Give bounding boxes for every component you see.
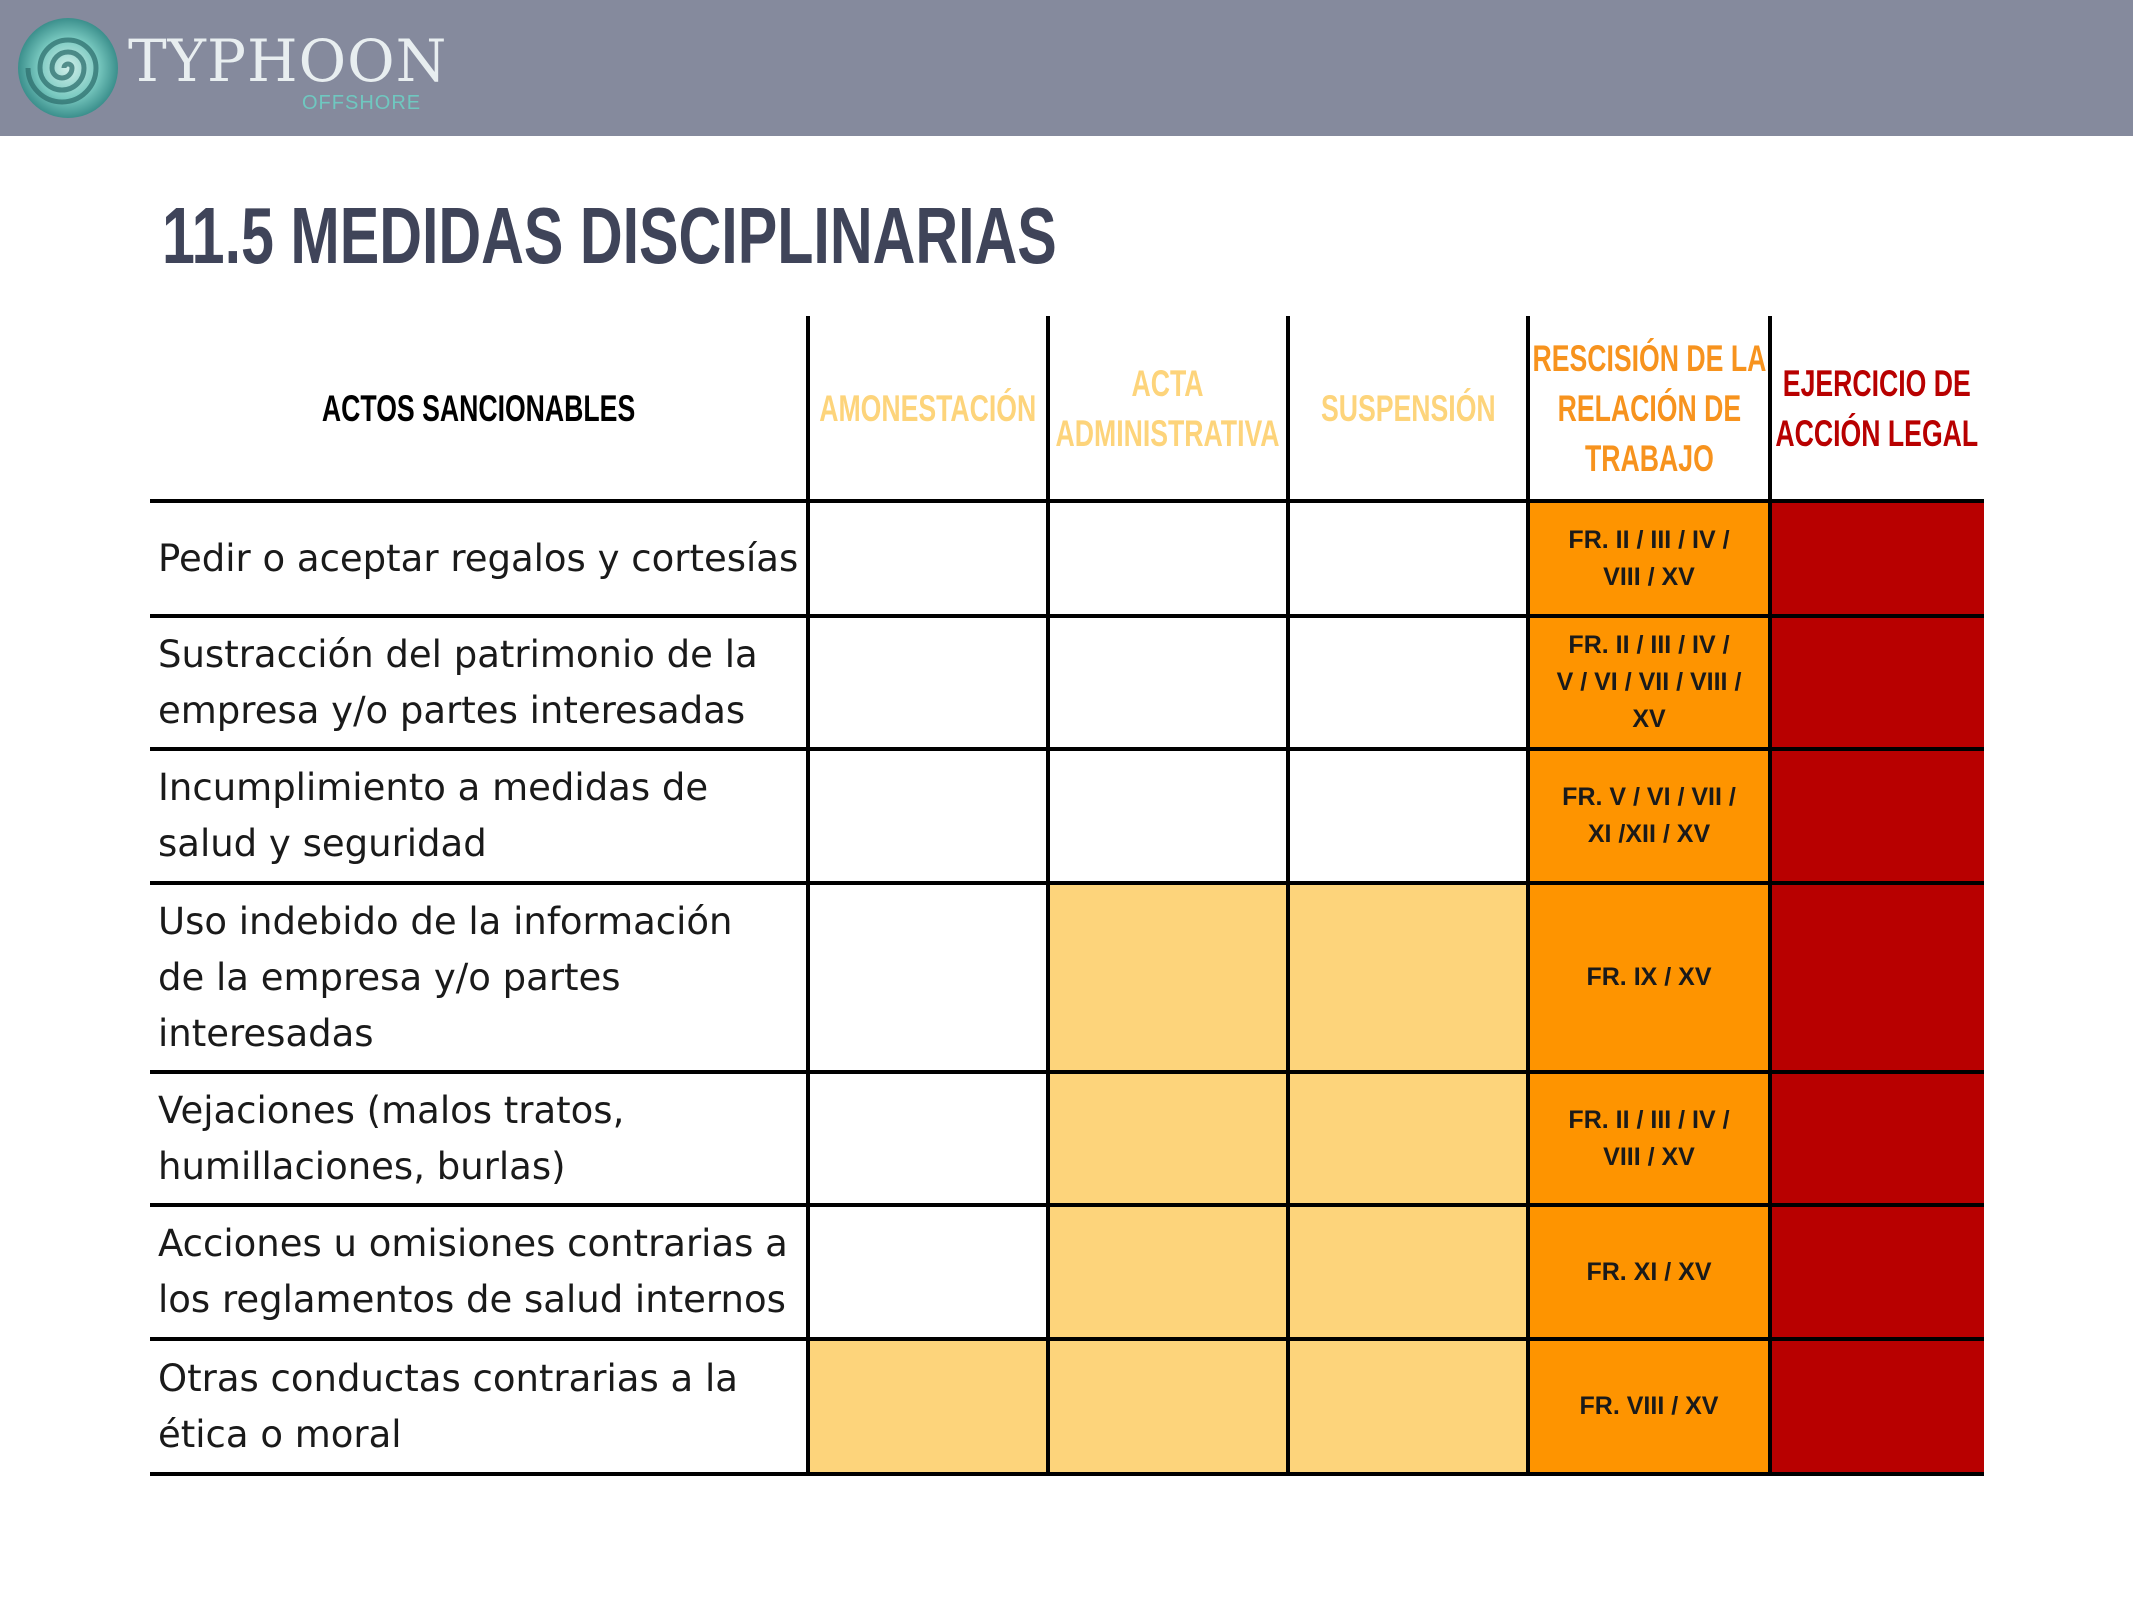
legal-action-cell: [1770, 749, 1984, 883]
legal-action-cell: [1770, 883, 1984, 1072]
row-label-line: salud y seguridad: [158, 822, 487, 865]
column-divider: [1768, 316, 1772, 1474]
measure-cell: [1048, 616, 1288, 749]
column-header-line: SUSPENSIÓN: [1320, 387, 1496, 429]
row-divider: [150, 881, 1984, 885]
rescission-fractions: [1562, 779, 1736, 853]
column-divider: [1046, 316, 1050, 1474]
rescission-fractions: [1557, 627, 1742, 738]
column-header-label: [819, 384, 1036, 434]
rescission-fractions: [1586, 959, 1711, 996]
rescission-cell: [1528, 501, 1770, 616]
column-divider: [1526, 316, 1530, 1474]
legal-action-cell: [1770, 1339, 1984, 1474]
fraction-line: VIII / XV: [1603, 562, 1695, 591]
rescission-cell: [1528, 1205, 1770, 1339]
legal-action-cell: [1770, 616, 1984, 749]
rescission-fractions: [1568, 1102, 1729, 1176]
row-divider: [150, 1070, 1984, 1074]
measure-cell: [1048, 749, 1288, 883]
row-label-text: [158, 627, 758, 739]
fraction-line: FR. VIII / XV: [1579, 1392, 1719, 1420]
row-label-text: [158, 531, 798, 587]
column-header-line: AMONESTACIÓN: [819, 387, 1037, 429]
legal-action-cell: [1770, 501, 1984, 616]
row-label-line: humillaciones, burlas): [158, 1144, 566, 1188]
fraction-line: FR. II / III / IV /: [1568, 525, 1730, 554]
measure-cell: [1048, 1205, 1288, 1339]
fraction-line: FR. IX / XV: [1586, 963, 1712, 991]
row-label-line: los reglamentos de salud internos: [158, 1278, 786, 1321]
column-header-label: [1056, 359, 1280, 459]
column-header-4: [1528, 316, 1770, 501]
column-header-label: [1776, 359, 1979, 459]
column-header-label: [1321, 384, 1496, 434]
row-label-text: [158, 1351, 738, 1463]
column-header-line: ACTA: [1131, 362, 1204, 404]
header-bar: [0, 0, 2133, 136]
column-header-line: ADMINISTRATIVA: [1056, 412, 1280, 454]
disciplinary-measures-table: [150, 316, 1984, 1474]
row-label-line: Otras conductas contrarias a la: [158, 1356, 738, 1400]
measure-cell: [808, 1072, 1048, 1205]
column-header-5: [1770, 316, 1984, 501]
row-label-line: ética o moral: [158, 1412, 402, 1456]
measure-cell: [1048, 1339, 1288, 1474]
row-label: [150, 883, 808, 1072]
measure-cell: [1288, 616, 1528, 749]
row-divider: [150, 614, 1984, 618]
column-header-line: RESCISIÓN DE LA: [1532, 337, 1766, 379]
fraction-line: FR. V / VI / VII /: [1562, 783, 1736, 811]
rescission-cell: [1528, 749, 1770, 883]
column-header-line: ACTOS SANCIONABLES: [322, 387, 636, 429]
column-header-line: RELACIÓN DE: [1557, 387, 1741, 429]
column-header-label: [1532, 334, 1766, 484]
column-header-3: [1288, 316, 1528, 501]
row-divider: [150, 1472, 1984, 1476]
rescission-fractions: [1580, 1388, 1719, 1425]
row-label: [150, 501, 808, 616]
row-divider: [150, 499, 1984, 503]
measure-cell: [808, 616, 1048, 749]
brand-subtitle: OFFSHORE: [302, 92, 422, 114]
row-label-text: [158, 894, 733, 1062]
measure-cell: [808, 501, 1048, 616]
row-label-line: Pedir o aceptar regalos y cortesías: [158, 536, 799, 580]
measure-cell: [808, 1205, 1048, 1339]
row-label-line: interesadas: [158, 1011, 374, 1055]
rescission-cell: [1528, 616, 1770, 749]
column-header-0: [150, 316, 808, 501]
column-header-2: [1048, 316, 1288, 501]
column-divider: [806, 316, 810, 1474]
row-label-line: empresa y/o partes interesadas: [158, 688, 746, 732]
fraction-line: XV: [1632, 705, 1666, 733]
rescission-cell: [1528, 1072, 1770, 1205]
row-divider: [150, 1337, 1984, 1341]
measure-cell: [1288, 1072, 1528, 1205]
measure-cell: [1288, 1205, 1528, 1339]
row-label-line: Vejaciones (malos tratos,: [158, 1088, 625, 1132]
row-label-text: [158, 1216, 788, 1328]
measure-cell: [1288, 1339, 1528, 1474]
measure-cell: [808, 1339, 1048, 1474]
rescission-cell: [1528, 1339, 1770, 1474]
measure-cell: [808, 749, 1048, 883]
row-divider: [150, 1203, 1984, 1207]
measure-cell: [808, 883, 1048, 1072]
measure-cell: [1048, 883, 1288, 1072]
fraction-line: V / VI / VII / VIII /: [1556, 668, 1742, 696]
legal-action-cell: [1770, 1205, 1984, 1339]
measure-cell: [1288, 883, 1528, 1072]
row-label: [150, 749, 808, 883]
fraction-line: FR. II / III / IV /: [1568, 631, 1730, 659]
measure-cell: [1288, 501, 1528, 616]
rescission-fractions: [1586, 1254, 1711, 1291]
row-label: [150, 1339, 808, 1474]
row-label-line: Sustracción del patrimonio de la: [158, 632, 758, 676]
row-label-line: Acciones u omisiones contrarias a: [158, 1222, 788, 1265]
row-label: [150, 1205, 808, 1339]
fraction-line: FR. II / III / IV /: [1568, 1105, 1730, 1134]
column-header-1: [808, 316, 1048, 501]
spiral-swirl-logo-icon: [16, 16, 120, 120]
column-header-line: TRABAJO: [1584, 437, 1714, 479]
measure-cell: [1048, 1072, 1288, 1205]
page-title: 11.5 MEDIDAS DISCIPLINARIAS: [162, 191, 1057, 280]
column-divider: [1286, 316, 1290, 1474]
row-label-line: Incumplimiento a medidas de: [158, 766, 709, 809]
column-header-line: EJERCICIO DE: [1782, 362, 1972, 404]
brand-name: TYPHOON: [128, 27, 448, 95]
column-header-line: ACCIÓN LEGAL: [1775, 412, 1979, 454]
rescission-cell: [1528, 883, 1770, 1072]
row-label-line: de la empresa y/o partes: [158, 955, 621, 999]
row-divider: [150, 747, 1984, 751]
row-label-text: [158, 1083, 624, 1195]
row-label: [150, 616, 808, 749]
column-header-label: [322, 384, 635, 434]
fraction-line: VIII / XV: [1603, 1142, 1695, 1171]
row-label-line: Uso indebido de la información: [158, 899, 733, 943]
fraction-line: FR. XI / XV: [1586, 1257, 1712, 1286]
measure-cell: [1288, 749, 1528, 883]
fraction-line: XI /XII / XV: [1587, 820, 1711, 848]
measure-cell: [1048, 501, 1288, 616]
legal-action-cell: [1770, 1072, 1984, 1205]
row-label-text: [158, 760, 708, 872]
rescission-fractions: [1568, 522, 1729, 596]
row-label: [150, 1072, 808, 1205]
